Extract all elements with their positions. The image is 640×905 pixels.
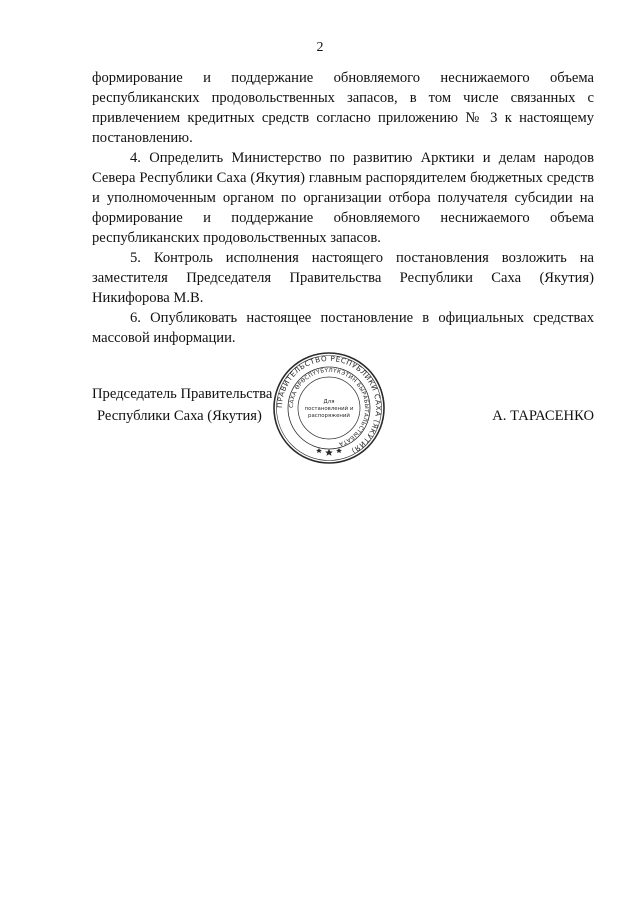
paragraph-item-5: 5. Контроль исполнения настоящего постановления возложить на заместителя Председателя Правительства Республики Саха (Якутия) Никифорова М.В. — [92, 250, 594, 306]
official-seal-icon — [273, 352, 385, 464]
paragraph-item-4: 4. Определить Министерство по развитию Арктики и делам народов Севера Республики Саха (Якутия) главным распорядителем бюджетных средств и уполномоченным органом по организации отбора получателя субсидии на формирование и поддержание обновляемого неснижаемого объема республиканских продовольственных запасов. — [92, 150, 594, 246]
document-body — [92, 68, 594, 348]
signatory-name: А. ТАРАСЕНКО — [492, 408, 594, 424]
seal-center-line-2: постановлений и — [304, 406, 354, 412]
page-number: 2 — [316, 40, 324, 55]
seal-inner-text: САХА ӨРӨСПҮҮБҮЛҮКЭТИН БЫРАБЫТАЛЬСТЫБАТА — [288, 367, 370, 447]
paragraph-continuation: формирование и поддержание обновляемого неснижаемого объема республиканских продовольственных запасов, в том числе связанных с привлечением кредитных средств согласно приложению № 3 к настоящему постановлению. — [92, 70, 594, 146]
signatory-title-line-1: Председатель Правительства — [92, 386, 273, 402]
paragraph-item-6: 6. Опубликовать настоящее постановление в официальных средствах массовой информации. — [92, 310, 594, 346]
seal-center-line-3: распоряжений — [308, 413, 350, 419]
seal-center-line-1: Для — [323, 399, 335, 405]
seal-outer-text: ПРАВИТЕЛЬСТВО РЕСПУБЛИКИ САХА (ЯКУТИЯ) — [274, 353, 384, 456]
signatory-title-line-2: Республики Саха (Якутия) — [97, 408, 262, 424]
